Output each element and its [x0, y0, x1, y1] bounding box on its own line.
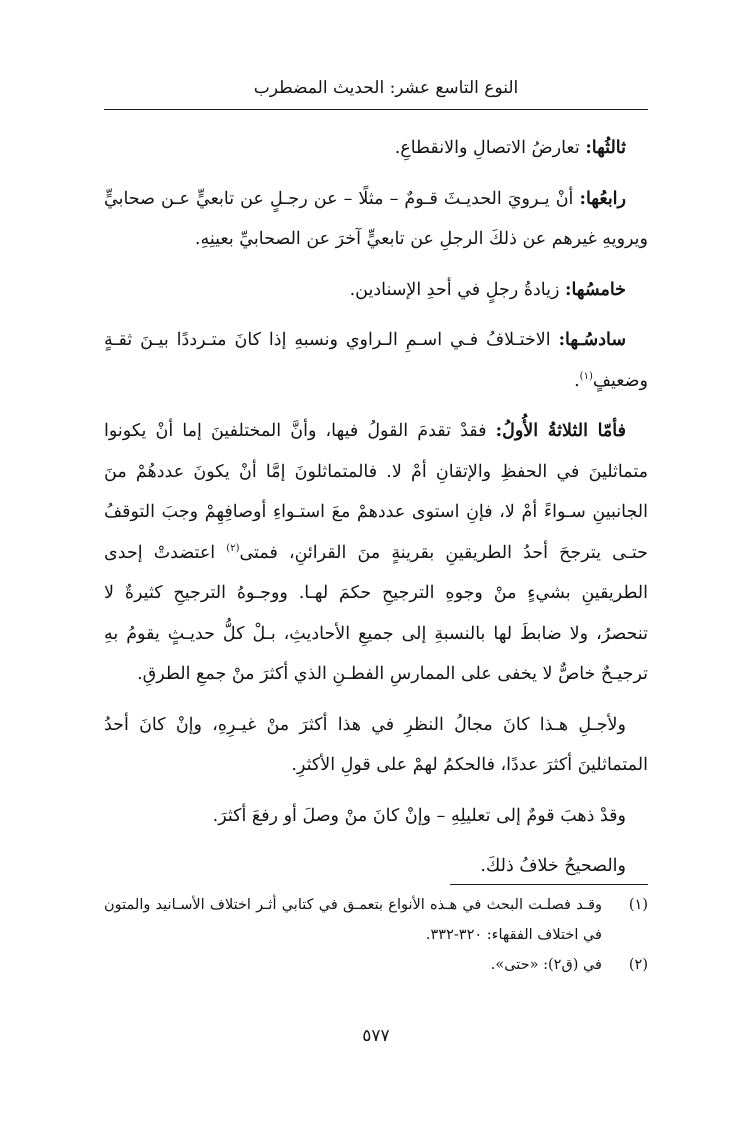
footnote-rule	[450, 884, 648, 885]
page-number: ٥٧٧	[362, 1026, 390, 1046]
paragraph-third	[104, 128, 648, 169]
footnote-2	[104, 950, 648, 980]
paragraph-text: فقدْ تقدمَ القولُ فيها، وأنَّ المختلفينَ إما أنْ يكونوا متماثلينَ في الحفظِ والإتقانِ أمْ لا. فالمتماثلونَ إمَّا أنْ يكونَ عددهُمْ منَ الجانبينِ سـواءً أمْ لا، فإنِ استوى عددهمْ معَ استـواءِ أوصافِهِمْ وجبَ التوقفُ حتـى يترجحَ أحدُ الطريقينِ بقرينةٍ منَ القرائنِ، فمتى	[104, 421, 648, 563]
paragraph-text: تعارضُ الاتصالِ والانقطاعِ.	[394, 138, 586, 158]
paragraph-text: أنْ يـرويَ الحديـثَ قـومٌ – مثلًا – عن رجـلٍ عن تابعيٍّ عـن صحابيٍّ ويرويهِ غيرهم عن ذلكَ الرجلِ عن تابعيٍّ آخرَ عن الصحابيِّ بعينِهِ.	[104, 188, 648, 249]
footnote-number: (٢)	[628, 957, 648, 973]
paragraph-lead: سادسُـها:	[558, 330, 626, 350]
paragraph-lead: فأمّا الثلاثةُ الأُولُ:	[495, 421, 626, 441]
paragraph-correct-view	[104, 846, 648, 887]
paragraph-lead: رابعُها:	[579, 188, 626, 209]
paragraph-text-after: .	[574, 370, 580, 391]
footnote-number: (١)	[628, 897, 648, 913]
footnote-mark[interactable]: (٢)	[226, 542, 240, 554]
paragraph-fifth	[104, 270, 648, 311]
footnote-text: في (ق٢): «حتى».	[490, 957, 602, 973]
paragraph-some-people	[104, 796, 648, 837]
footnote-1	[104, 890, 648, 950]
paragraph-for-this	[104, 705, 648, 786]
paragraph-first-three	[104, 411, 648, 695]
paragraph-text: والصحيحُ خلافُ ذلكَ.	[480, 856, 626, 876]
paragraph-text: ولأجـلِ هـذا كانَ مجالُ النظرِ في هذا أكثرَ منْ غيـرِهِ، وإنْ كانَ أحدُ المتماثلينَ أكثرَ عددًا، فالحكمُ لهمْ على قولِ الأكثرِ.	[104, 714, 648, 775]
paragraph-sixth	[104, 320, 648, 401]
header-rule	[104, 109, 648, 110]
paragraph-text: وقدْ ذهبَ قومٌ إلى تعليلِهِ – وإنْ كانَ منْ وصلَ أو رفعَ أكثرَ.	[212, 805, 626, 826]
paragraph-text-after: اعتضدتْ إحدى الطريقينِ بشيءٍ منْ وجوهِ الترجيحِ حكمَ لهـا. ووجـوهُ الترجيحِ كثيرةٌ لا تنحصرُ، ولا ضابطَ لها بالنسبةِ إلى جميعِ الأحاديثِ، بـلْ كلُّ حديـثٍ يقومُ بهِ ترجيـحٌ خاصٌّ لا يخفى على الممارسِ الفطـنِ الذي أكثرَ منْ جمعِ الطرقِ.	[104, 542, 648, 684]
paragraph-lead: ثالثُها:	[585, 138, 626, 158]
paragraph-lead: خامسُها:	[565, 279, 626, 300]
footnote-text: وقـد فصلـت البحث في هـذه الأنواع بتعمـق في كتابي أثـر اختلاف الأسـانيد والمتون في اختلاف الفقهاء: ٣٢٠-٣٣٢.	[104, 897, 602, 943]
running-header: النوع التاسع عشر: الحديث المضطرب	[253, 78, 519, 98]
footnote-mark[interactable]: (١)	[579, 370, 593, 382]
paragraph-fourth	[104, 179, 648, 260]
main-text	[104, 128, 648, 897]
paragraph-text: زيادةُ رجلٍ في أحدِ الإسنادين.	[349, 279, 565, 300]
footnotes	[104, 890, 648, 980]
paragraph-text: الاختـلافُ فـي اسـمِ الـراوي ونسبهِ إذا كانَ متـرددًا بيـنَ ثقـةٍ وضعيفٍ	[104, 330, 648, 391]
